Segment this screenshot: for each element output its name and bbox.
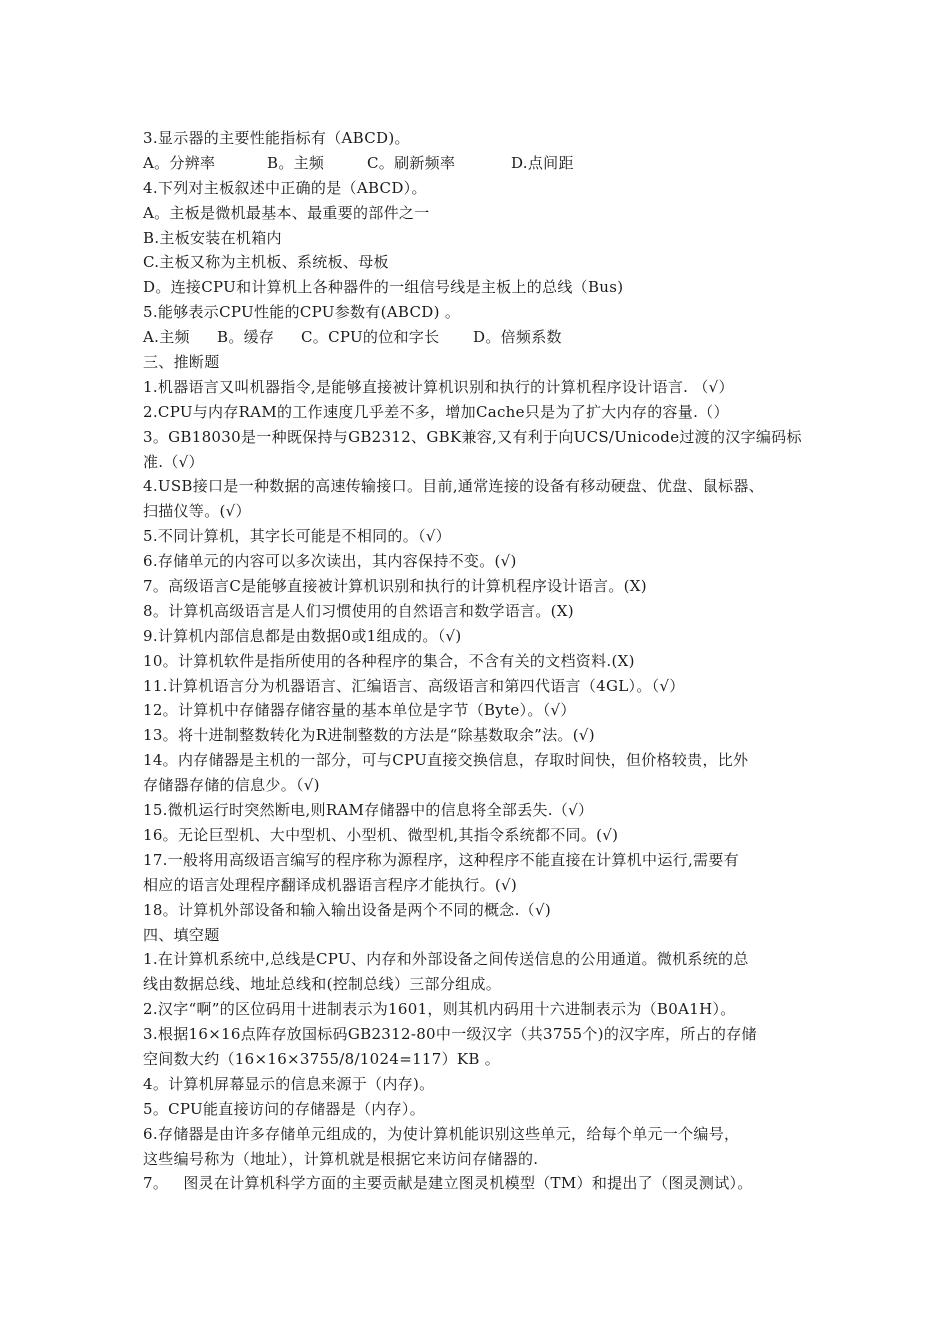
judgement-line: 7。高级语言C是能够直接被计算机识别和执行的计算机程序设计语言。(X) xyxy=(143,577,647,596)
fill-in-line: 5。CPU能直接访问的存储器是（内存）。 xyxy=(143,1099,425,1118)
fill-in-line: 空间数大约（16×16×3755/8/1024=117）KB 。 xyxy=(143,1049,501,1068)
judgement-line: 6.存储单元的内容可以多次读出，其内容保持不变。(√) xyxy=(143,552,517,571)
fill-in-line: 2.汉字“啊”的区位码用十进制表示为1601，则其机内码用十六进制表示为（B0A1H）。 xyxy=(143,1000,736,1019)
q5-option-d: D。倍频系数 xyxy=(473,328,562,347)
q3-option-b: B。主频 xyxy=(267,153,325,172)
section-heading-judgement: 三、推断题 xyxy=(143,353,220,372)
judgement-line: 2.CPU与内存RAM的工作速度几乎差不多，增加Cache只是为了扩大内存的容量.（） xyxy=(143,402,729,421)
q5-stem: 5.能够表示CPU性能的CPU参数有(ABCD) 。 xyxy=(143,303,461,322)
judgement-line: 15.微机运行时突然断电,则RAM存储器中的信息将全部丢失.（√） xyxy=(143,801,594,820)
judgement-line: 相应的语言处理程序翻译成机器语言程序才能执行。(√) xyxy=(143,875,518,894)
q4-option-d: D。连接CPU和计算机上各种器件的一组信号线是主板上的总线（Bus) xyxy=(143,278,624,297)
judgement-line: 11.计算机语言分为机器语言、汇编语言、高级语言和第四代语言（4GL）。（√） xyxy=(143,676,685,695)
judgement-line: 4.USB接口是一种数据的高速传输接口。目前,通常连接的设备有移动硬盘、优盘、鼠标器、 xyxy=(143,477,764,496)
q5-option-c: C。CPU的位和字长 xyxy=(301,328,440,347)
q3-stem: 3.显示器的主要性能指标有（ABCD)。 xyxy=(143,129,410,147)
judgement-line: 13。将十进制整数转化为R进制整数的方法是“除基数取余”法。(√) xyxy=(143,726,595,745)
judgement-line: 18。计算机外部设备和输入输出设备是两个不同的概念.（√) xyxy=(143,900,551,919)
fill-in-line: 1.在计算机系统中,总线是CPU、内存和外部设备之间传送信息的公用通道。微机系统的总 xyxy=(143,950,749,969)
judgement-line: 5.不同计算机，其字长可能是不相同的。（√） xyxy=(143,527,451,546)
q3-option-c: C。刷新频率 xyxy=(367,153,456,172)
q5-option-a: A.主频 xyxy=(143,328,190,347)
fill-in-line: 7。 图灵在计算机科学方面的主要贡献是建立图灵机模型（TM）和提出了（图灵测试）。 xyxy=(143,1174,753,1193)
q4-stem: 4.下列对主板叙述中正确的是（ABCD）。 xyxy=(143,178,427,197)
judgement-line: 存储器存储的信息少。（√) xyxy=(143,776,320,795)
q3-option-d: D.点间距 xyxy=(511,153,574,172)
q4-option-c: C.主板又称为主机板、系统板、母板 xyxy=(143,253,389,272)
judgement-line: 17.一般将用高级语言编写的程序称为源程序，这种程序不能直接在计算机中运行,需要有 xyxy=(143,850,739,869)
fill-in-line: 线由数据总线、地址总线和(控制总线）三部分组成。 xyxy=(143,975,502,994)
judgement-line: 3。GB18030是一种既保持与GB2312、GBK兼容,又有利于向UCS/Unicode过渡的汉字编码标 xyxy=(143,427,802,446)
document-page xyxy=(143,126,823,1196)
section-heading-fill-in: 四、填空题 xyxy=(143,925,220,944)
fill-in-line: 6.存储器是由许多存储单元组成的，为使计算机能识别这些单元，给每个单元一个编号， xyxy=(143,1124,740,1143)
judgement-line: 16。无论巨型机、大中型机、小型机、微型机,其指令系统都不同。(√) xyxy=(143,825,619,844)
q3-option-a: A。分辨率 xyxy=(143,153,216,172)
judgement-line: 准.（√） xyxy=(143,452,204,471)
fill-in-line: 4。计算机屏幕显示的信息来源于（内存)。 xyxy=(143,1074,435,1093)
judgement-line: 10。计算机软件是指所使用的各种程序的集合，不含有关的文档资料.(X) xyxy=(143,651,635,670)
fill-in-line: 3.根据16×16点阵存放国标码GB2312-80中一级汉字（共3755个)的汉字库，所占的存储 xyxy=(143,1025,757,1044)
q4-option-a: A。主板是微机最基本、最重要的部件之一 xyxy=(143,203,430,222)
judgement-line: 9.计算机内部信息都是由数据0或1组成的。（√) xyxy=(143,626,462,645)
judgement-line: 1.机器语言又叫机器指令,是能够直接被计算机识别和执行的计算机程序设计语言. （√） xyxy=(143,377,734,396)
judgement-line: 8。计算机高级语言是人们习惯使用的自然语言和数学语言。(X) xyxy=(143,601,574,620)
judgement-line: 扫描仪等。(√） xyxy=(143,502,251,521)
q5-options xyxy=(143,325,823,350)
judgement-line: 12。计算机中存储器存储容量的基本单位是字节（Byte）。（√） xyxy=(143,701,576,720)
q4-option-b: B.主板安装在机箱内 xyxy=(143,228,282,247)
judgement-line: 14。内存储器是主机的一部分，可与CPU直接交换信息，存取时间快，但价格较贵，比外 xyxy=(143,751,749,770)
q3-options xyxy=(143,151,823,176)
q5-option-b: B。缓存 xyxy=(217,328,275,347)
fill-in-line: 这些编号称为（地址），计算机就是根据它来访问存储器的. xyxy=(143,1149,539,1168)
